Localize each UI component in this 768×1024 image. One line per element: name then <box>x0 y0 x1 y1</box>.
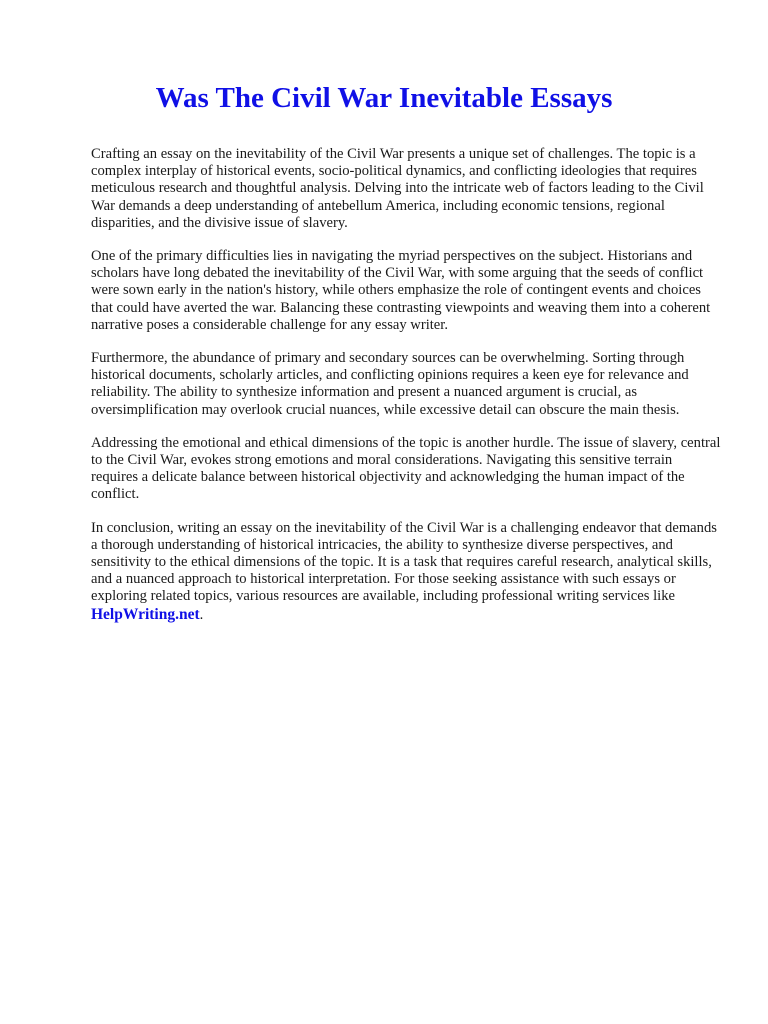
conclusion-period: . <box>199 606 204 623</box>
paragraph-3: Furthermore, the abundance of primary and secondary sources can be overwhelming. Sorting through historical documents, scholarly articles, and conflicting opinions requires a keen eye for relevance and reliability. The ability to synthesize information and present a nuanced argument is crucial, as oversimplification may overlook crucial nuances, while excessive detail can obscure the main thesis. <box>91 350 689 418</box>
conclusion-text: In conclusion, writing an essay on the inevitability of the Civil War is a challenging endeavor that demands a thorough understanding of historical intricacies, the ability to synthesize diverse perspectives, and sensitivity to the ethical dimensions of the topic. It is a task that requires careful research, analytical skills, and a nuanced approach to historical interpretation. For those seeking assistance with such essays or exploring related topics, various resources are available, including professional writing services like <box>91 519 717 605</box>
paragraph-4: Addressing the emotional and ethical dimensions of the topic is another hurdle. The issue of slavery, central to the Civil War, evokes strong emotions and moral considerations. Navigating this sensitive terrain requires a delicate balance between historical objectivity and acknowledging the human impact of the conflict. <box>91 434 721 503</box>
helpwriting-link[interactable]: HelpWriting.net <box>91 605 200 623</box>
page-title: Was The Civil War Inevitable Essays <box>155 82 613 114</box>
paragraph-conclusion <box>91 520 721 624</box>
paragraph-1: Crafting an essay on the inevitability of the Civil War presents a unique set of challenges. The topic is a complex interplay of historical events, socio-political dynamics, and conflicting ideologies that requires meticulous research and thoughtful analysis. Delving into the intricate web of factors leading to the Civil War demands a deep understanding of antebellum America, including economic tensions, regional disparities, and the divisive issue of slavery. <box>91 146 704 231</box>
paragraph-2: One of the primary difficulties lies in navigating the myriad perspectives on the subject. Historians and scholars have long debated the inevitability of the Civil War, with some arguing that the seeds of conflict were sown early in the nation's history, while others emphasize the role of contingent events and choices that could have averted the war. Balancing these contrasting viewpoints and weaving them into a coherent narrative poses a considerable challenge for any essay writer. <box>91 248 711 333</box>
document-body <box>91 146 721 640</box>
